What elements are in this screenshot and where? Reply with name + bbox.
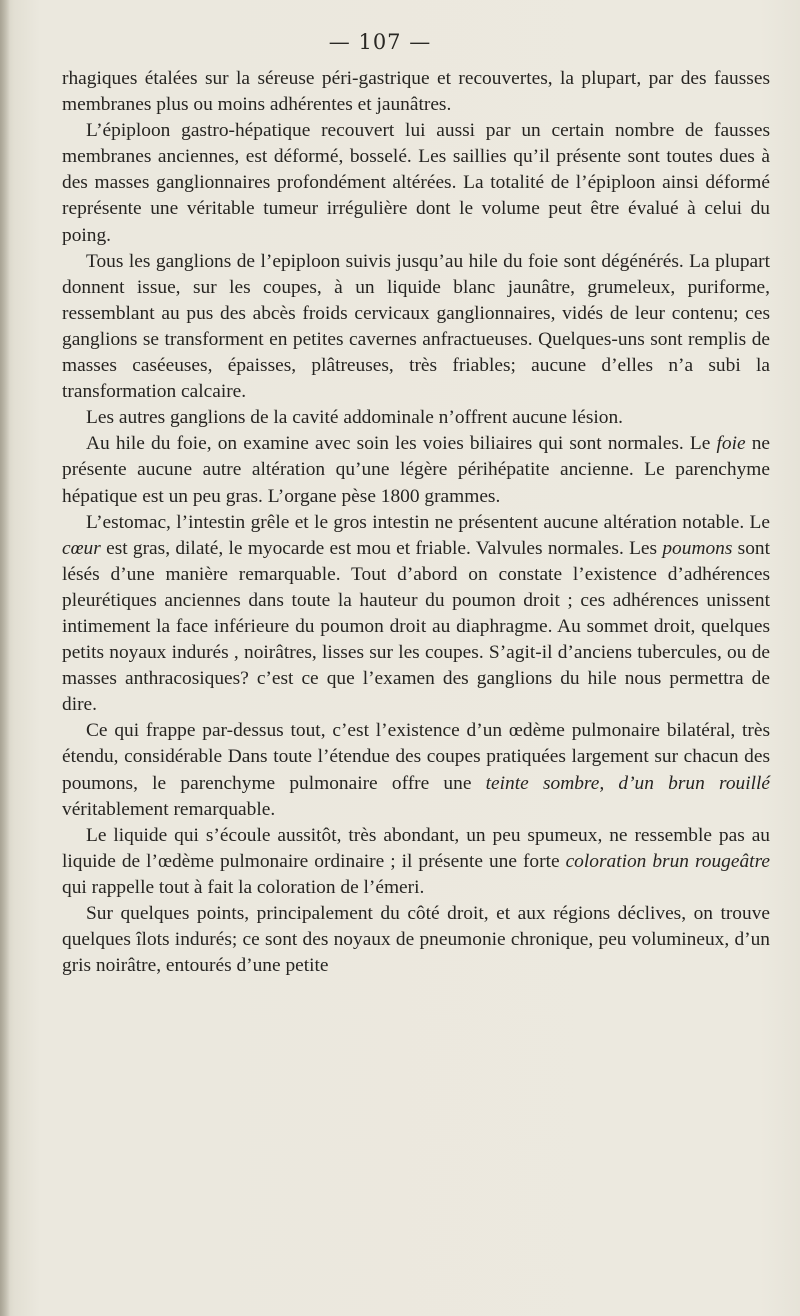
paragraph xyxy=(62,718,770,822)
text-run: sont lésés d’une manière remarquable. Tout d’abord on constate l’existence d’adhérences pleurétiques anciennes dans toute la hauteur du poumon droit ; ces adhérences unissent intimement la face inférieure du poumon droit au diaphragme. Au sommet droit, quelques petits noyaux indurés , noirâtres, lisses sur les coupes. S’agit-il d’anciens tubercules, ou de masses anthracosiques? c’est ce que l’examen des ganglions du hile nous permettra de dire. xyxy=(62,537,770,716)
text-run: qui rappelle tout à fait la coloration de l’émeri. xyxy=(62,876,425,898)
text-run: L’estomac, l’intestin grêle et le gros intestin ne présentent aucune altération notable. Le xyxy=(86,511,770,533)
italic-term: teinte sombre, d’un brun rouillé xyxy=(485,772,770,794)
text-run: véritablement remarquable. xyxy=(62,798,276,820)
paragraph xyxy=(62,118,770,248)
paragraph xyxy=(62,249,770,406)
text-run: L’épiploon gastro-hépatique recouvert lui aussi par un certain nombre de fausses membranes anciennes, est déformé, bosselé. Les saillies qu’il présente sont toutes dues à des masses ganglionnaires profondément altérées. La totalité de l’épiploon ainsi déformé représente une véritable tumeur irrégulière dont le volume peut être évalué à celui du poing. xyxy=(62,120,770,246)
italic-term: coloration brun rougeâtre xyxy=(565,850,770,872)
italic-term: cœur xyxy=(62,537,101,559)
paragraph xyxy=(62,431,770,509)
text-run: est gras, dilaté, le myocarde est mou et friable. Valvules normales. Les xyxy=(100,537,663,559)
text-run: rhagiques étalées sur la séreuse péri-gastrique et recouvertes, la plupart, par des fausses membranes plus ou moins adhérentes et jaunâtres. xyxy=(62,68,770,116)
italic-term: poumons xyxy=(662,537,733,559)
page-number: — 107 — xyxy=(328,30,432,54)
text-run: Sur quelques points, principalement du côté droit, et aux régions déclives, on trouve quelques îlots indurés; ce sont des noyaux de pneumonie chronique, peu volumineux, d’un gris noirâtre, entourés d’une petite xyxy=(62,903,770,977)
text-run: Ce qui frappe par-dessus tout, c’est l’existence d’un œdème pulmonaire bilatéral, très étendu, considérable Dans toute l’étendue des coupes pratiquées largement sur chacun des poumons, le parenchyme pulmonaire offre une xyxy=(62,720,770,794)
text-run: Le liquide qui s’écoule aussitôt, très abondant, un peu spumeux, ne ressemble pas au liquide de l’œdème pulmonaire ordinaire ; il présente une forte xyxy=(62,824,770,872)
paragraph xyxy=(62,510,770,719)
text-run: ne présente aucune autre altération qu’une légère périhépatite ancienne. Le parenchyme hépatique est un peu gras. L’organe pèse 1800 grammes. xyxy=(62,433,770,507)
body-text xyxy=(62,66,770,979)
text-run: Les autres ganglions de la cavité addominale n’offrent aucune lésion. xyxy=(86,407,624,429)
paragraph xyxy=(62,66,770,118)
italic-term: foie xyxy=(716,433,746,455)
text-run: Tous les ganglions de l’epiploon suivis jusqu’au hile du foie sont dégénérés. La plupart donnent issue, sur les coupes, à un liquide blanc jaunâtre, grumeleux, puriforme, ressemblant au pus des abcès froids cervicaux ganglionnaires, vidés de leur contenu; ces ganglions se transforment en petites cavernes anfractueuses. Quelques-uns sont remplis de masses caséeuses, épaisses, plâtreuses, très friables; aucune d’elles n’a subi la transformation calcaire. xyxy=(62,250,770,403)
text-run: Au hile du foie, on examine avec soin les voies biliaires qui sont normales. Le xyxy=(86,433,717,455)
paragraph xyxy=(62,901,770,979)
paragraph xyxy=(62,823,770,901)
spine-shadow xyxy=(0,0,10,1316)
paragraph xyxy=(62,405,770,431)
